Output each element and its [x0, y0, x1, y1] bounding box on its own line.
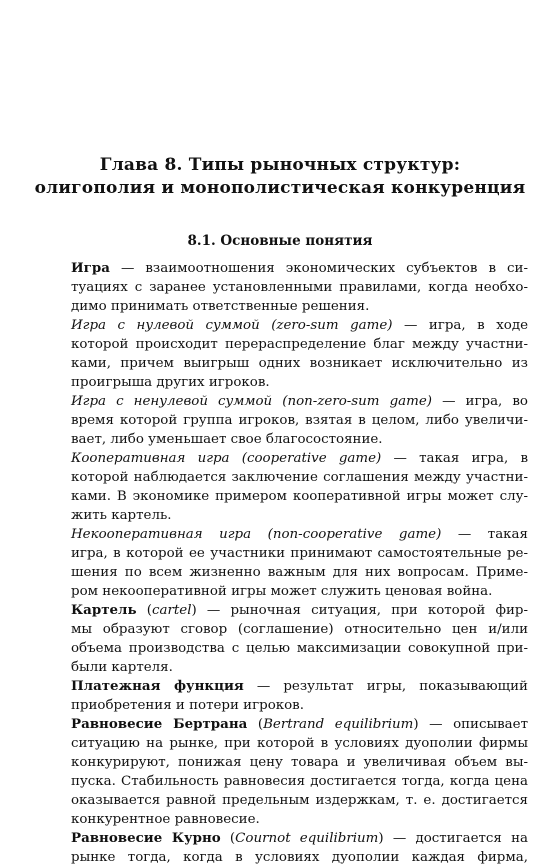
- definition-term-english: Bertrand equilibrium: [263, 717, 414, 732]
- definition-term-english: cartel: [152, 603, 192, 618]
- definition-term: Игра с нулевой суммой (zero-sum game): [71, 318, 393, 333]
- definition-line: Равновесие Курно (Cournot equilibrium) — достигается на: [71, 830, 529, 846]
- definition-text: — взаимоотношения экономических субъектов в си-: [109, 261, 528, 276]
- definition-line: оказывается равной предельным издержкам, т. е. достигается: [71, 793, 528, 808]
- definition-line: конкурентное равновесие.: [71, 812, 260, 827]
- definition-line: проигрыша других игроков.: [71, 375, 270, 390]
- definition-line: объема производства с целью максимизации совокупной при-: [71, 641, 528, 656]
- definition-line: ками, причем выигрыш одних возникает исключительно из: [71, 356, 528, 371]
- definition-term: Игра: [71, 260, 110, 276]
- definition-line: туациях с заранее установленными правилами, когда необхо-: [71, 280, 528, 295]
- definition-line: [42, 392, 528, 411]
- definition-line: конкурируют, понижая цену товара и увеличивая объем вы-: [71, 755, 528, 770]
- definition-line: которой наблюдается заключение соглашения между участни-: [71, 470, 528, 485]
- definition-text: — описывает: [418, 717, 528, 732]
- definition-paragraph: [42, 392, 528, 449]
- definition-text: — рыночная ситуация, при которой фир-: [196, 603, 528, 618]
- definition-paragraph: [42, 601, 528, 677]
- definition-line: игра, в которой ее участники принимают самостоятельные ре-: [71, 546, 528, 561]
- definition-paragraph: [42, 677, 528, 715]
- section-title: 8.1. Основные понятия: [187, 233, 373, 249]
- definition-term: Платежная функция: [71, 678, 244, 694]
- definition-term: Картель: [71, 602, 137, 618]
- definition-line: шения по всем жизненно важным для них вопросам. Приме-: [71, 565, 528, 580]
- definition-text: — такая игра, в: [381, 451, 528, 466]
- definition-text: — такая: [441, 527, 528, 542]
- definition-text: — результат игры, показывающий: [243, 679, 528, 694]
- definition-line: время которой группа игроков, взятая в целом, либо увеличи-: [71, 413, 528, 428]
- definition-line: ками. В экономике примером кооперативной игры может слу-: [71, 489, 528, 504]
- definition-text: — игра, в ходе: [392, 318, 528, 333]
- definition-term: Равновесие Бертрана: [71, 716, 248, 732]
- definition-paragraph: [42, 715, 528, 829]
- definition-line: [42, 525, 528, 544]
- definition-paragraph: [42, 316, 528, 392]
- definition-line: рынке тогда, когда в условиях дуополии каждая фирма,: [71, 850, 528, 865]
- definition-line: которой происходит перераспределение благ между участни-: [71, 337, 528, 352]
- definition-line: мы образуют сговор (соглашение) относительно цен и/или: [71, 622, 528, 637]
- definition-paragraph: [42, 829, 528, 867]
- definition-line: димо принимать ответственные решения.: [71, 299, 370, 314]
- definition-line: были картеля.: [71, 660, 173, 675]
- definition-line: приобретения и потери игроков.: [71, 698, 304, 713]
- definition-line: [42, 259, 528, 278]
- definition-paragraph: [42, 525, 528, 601]
- definition-text: — достигается на: [383, 831, 529, 846]
- definition-line: ром некооперативной игры может служить ценовая война.: [71, 584, 493, 599]
- definition-line: [42, 316, 528, 335]
- definition-term: Равновесие Курно: [71, 830, 221, 846]
- chapter-title: [0, 154, 560, 200]
- definition-paragraph: [42, 449, 528, 525]
- definition-line: пуска. Стабильность равновесия достигается тогда, когда цена: [71, 774, 528, 789]
- chapter-title-line-2: олигополия и монополистическая конкуренция: [34, 178, 526, 198]
- definition-term: Игра с ненулевой суммой (non-zero-sum game): [71, 394, 432, 409]
- definition-term: Некооперативная игра (non-cooperative game): [71, 527, 442, 542]
- definition-line: Равновесие Бертрана (Bertrand equilibrium) — описывает: [71, 716, 528, 732]
- definition-line: [42, 677, 528, 696]
- definition-line: [42, 449, 528, 468]
- definition-term: Кооперативная игра (cooperative game): [71, 451, 382, 466]
- definition-line: ситуацию на рынке, при которой в условиях дуополии фирмы: [71, 736, 528, 751]
- definition-line: жить картель.: [71, 508, 172, 523]
- definition-line: вает, либо уменьшает свое благосостояние.: [71, 432, 383, 447]
- definition-paragraph: [42, 259, 528, 316]
- definition-line: Картель (cartel) — рыночная ситуация, при которой фир-: [71, 602, 528, 618]
- definition-term-english: Cournot equilibrium: [235, 831, 379, 846]
- chapter-title-line-1: Глава 8. Типы рыночных структур:: [99, 155, 461, 175]
- definitions-body: [42, 259, 528, 867]
- definition-text: — игра, во: [431, 394, 528, 409]
